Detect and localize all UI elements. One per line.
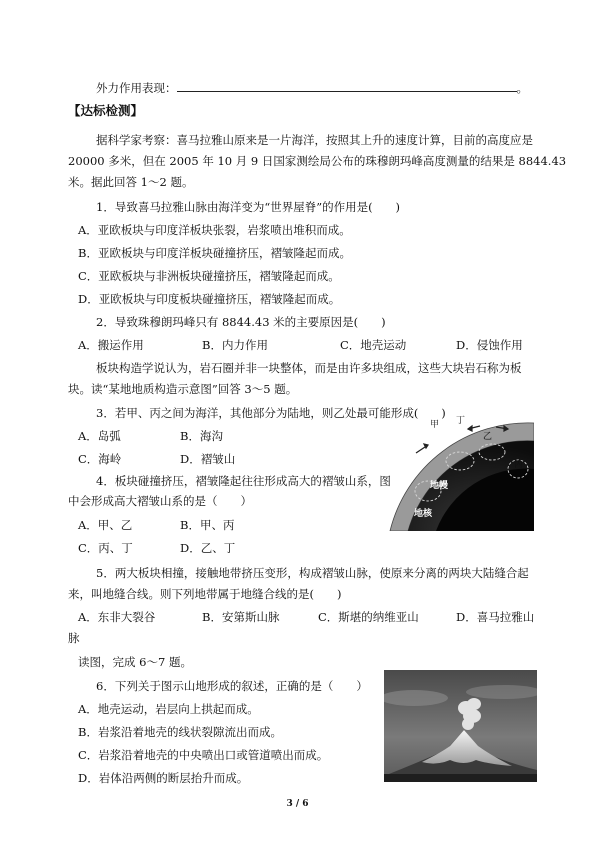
q2-options bbox=[78, 337, 538, 353]
q3-options-row1 bbox=[78, 428, 298, 444]
q2-option-a: A．搬运作用 bbox=[78, 338, 144, 352]
q4-options-row1 bbox=[78, 517, 298, 533]
q3-option-c: C．海岭 bbox=[78, 452, 122, 466]
q5-stem-2: 来，叫地缝合线。则下列地带属于地缝合线的是( ) bbox=[68, 587, 342, 601]
q3-option-d: D．褶皱山 bbox=[180, 452, 236, 466]
q5-options bbox=[78, 609, 538, 625]
q5-option-b: B．安第斯山脉 bbox=[202, 610, 280, 624]
q5-option-c: C．斯堪的纳维亚山 bbox=[318, 610, 419, 624]
q4-stem-1: 4．板块碰撞挤压，褶皱隆起往往形成高大的褶皱山系，图 bbox=[96, 474, 391, 488]
q3-options-row2 bbox=[78, 451, 298, 467]
intro-line-3: 米。据此回答 1～2 题。 bbox=[68, 175, 194, 189]
ext-force-end: 。 bbox=[516, 81, 528, 95]
q1-option-b: B．亚欧板块与印度洋板块碰撞挤压，褶皱隆起而成。 bbox=[78, 246, 351, 260]
q1-stem: 1．导致喜马拉雅山脉由海洋变为“世界屋脊”的作用是( ) bbox=[96, 200, 401, 214]
section-title: 【达标检测】 bbox=[68, 103, 144, 118]
q4-option-d: D．乙、丁 bbox=[180, 541, 236, 555]
label-mantle: 地幔 bbox=[430, 481, 449, 491]
q5-stem-1: 5．两大板块相撞，接触地带挤压变形，构成褶皱山脉，使原来分离的两块大陆缝合起 bbox=[96, 566, 529, 580]
q5-option-d-cont: 脉 bbox=[68, 631, 80, 645]
q1-option-d: D．亚欧板块与印度板块碰撞挤压，褶皱隆起而成。 bbox=[78, 292, 341, 306]
label-yi: 乙 bbox=[483, 432, 493, 442]
q6-stem: 6．下列关于图示山地形成的叙述，正确的是（ ） bbox=[96, 679, 368, 693]
q6-option-a: A．地壳运动，岩层向上拱起而成。 bbox=[78, 702, 259, 716]
q4-stem-2: 中会形成高大褶皱山系的是（ ） bbox=[68, 494, 252, 508]
volcano-photo bbox=[384, 670, 537, 782]
geologic-structure-diagram bbox=[384, 413, 534, 531]
q1-option-a: A．亚欧板块与印度洋板块张裂，岩浆喷出堆积而成。 bbox=[78, 223, 351, 237]
q3-option-b: B．海沟 bbox=[180, 429, 223, 443]
q6-option-b: B．岩浆沿着地壳的线状裂隙流出而成。 bbox=[78, 725, 282, 739]
q5-option-d: D．喜马拉雅山 bbox=[456, 610, 535, 624]
label-jia: 甲 bbox=[430, 420, 440, 430]
page-number: 3 / 6 bbox=[286, 799, 309, 809]
q5-option-a: A．东非大裂谷 bbox=[78, 610, 156, 624]
q6-option-c: C．岩浆沿着地壳的中央喷出口或管道喷出而成。 bbox=[78, 748, 329, 762]
q3-option-a: A．岛弧 bbox=[78, 429, 121, 443]
q3-stem: 3．若甲、丙之间为海洋，其他部分为陆地，则乙处最可能形成( ) bbox=[96, 406, 446, 420]
q2-option-d: D．侵蚀作用 bbox=[456, 338, 523, 352]
q2-stem: 2．导致珠穆朗玛峰只有 8844.43 米的主要原因是( ) bbox=[96, 315, 386, 329]
intro-line-1: 据科学家考察：喜马拉雅山原来是一片海洋，按照其上升的速度计算，目前的高度应是 bbox=[96, 133, 533, 147]
q2-option-c: C．地壳运动 bbox=[340, 338, 407, 352]
q4-options-row2 bbox=[78, 540, 298, 556]
q1-option-c: C．亚欧板块与非洲板块碰撞挤压，褶皱隆起而成。 bbox=[78, 269, 340, 283]
intro3-line-1: 读图，完成 6～7 题。 bbox=[78, 655, 192, 669]
q4-option-b: B．甲、丙 bbox=[180, 518, 235, 532]
label-core: 地核 bbox=[414, 509, 433, 519]
intro2-line-2: 块。读“某地地质构造示意图”回答 3～5 题。 bbox=[68, 382, 298, 396]
ext-force-label: 外力作用表现： bbox=[96, 81, 177, 95]
q6-option-d: D．岩体沿两侧的断层抬升而成。 bbox=[78, 771, 249, 785]
answer-blank bbox=[177, 79, 517, 92]
label-bing: 丙 bbox=[514, 460, 524, 470]
intro2-line-1: 板块构造学说认为，岩石圈并非一块整体，而是由许多块组成，这些大块岩石称为板 bbox=[96, 361, 522, 375]
ext-force-line bbox=[96, 79, 528, 96]
q4-option-c: C．丙、丁 bbox=[78, 541, 133, 555]
q4-option-a: A．甲、乙 bbox=[78, 518, 133, 532]
intro-line-2: 20000 多米，但在 2005 年 10 月 9 日国家测绘局公布的珠穆朗玛峰高度测量的结果是 8844.43 bbox=[68, 154, 567, 168]
label-ding: 丁 bbox=[456, 416, 466, 426]
q2-option-b: B．内力作用 bbox=[202, 338, 268, 352]
